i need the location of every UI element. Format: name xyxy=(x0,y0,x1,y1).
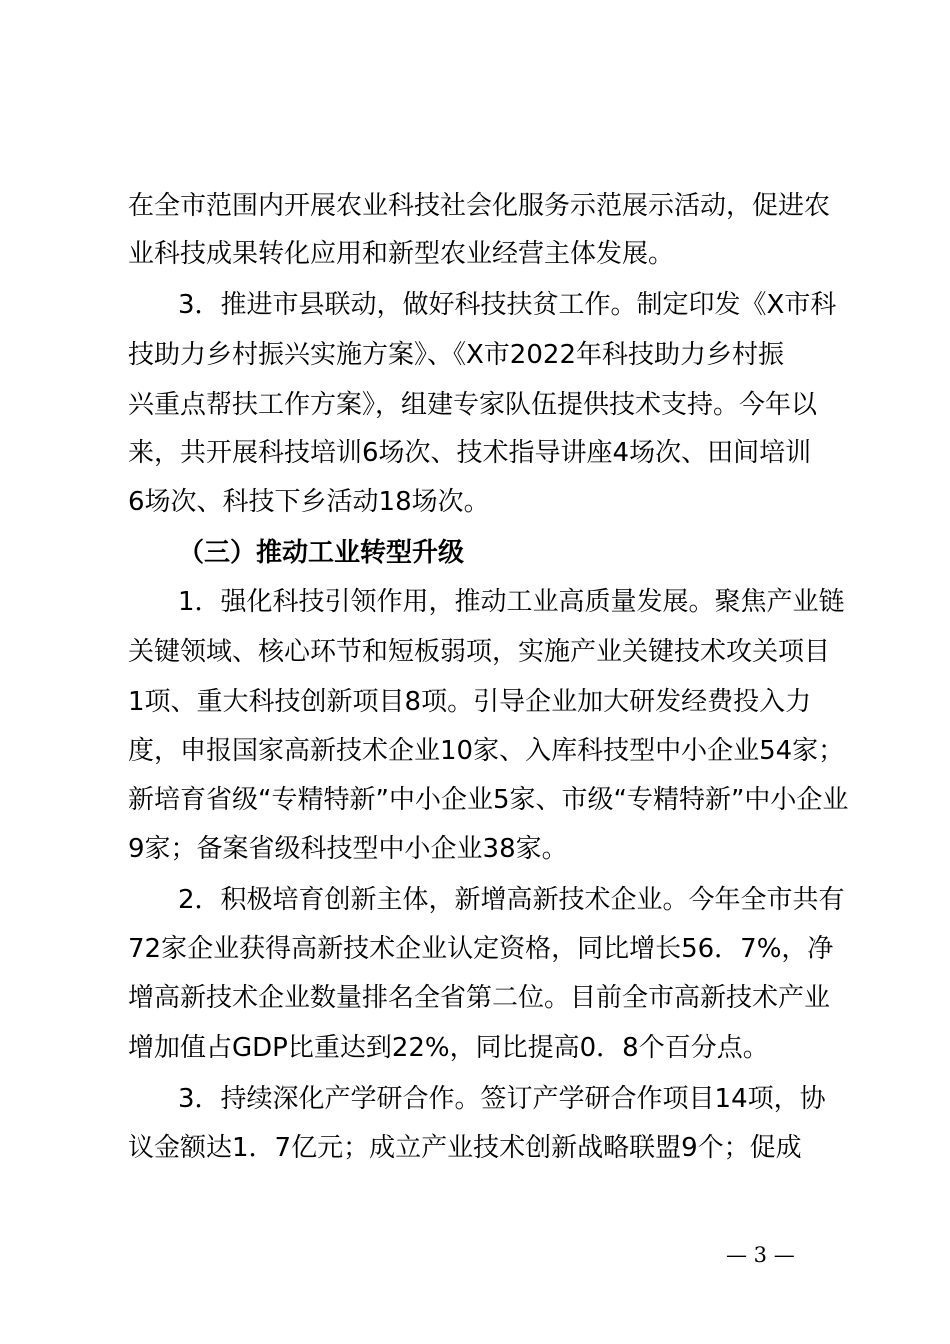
text-line: 新培育省级“专精特新”中小企业5家、市级“专精特新”中小企业 xyxy=(128,785,849,815)
text-line: 6场次、科技下乡活动18场次。 xyxy=(128,487,490,517)
text-line: 关键领域、核心环节和短板弱项，实施产业关键技术攻关项目 xyxy=(128,637,831,667)
paragraph-start: 1．强化科技引领作用，推动工业高质量发展。聚焦产业链 xyxy=(178,587,845,617)
text-line: 在全市范围内开展农业科技社会化服务示范展示活动，促进农 xyxy=(128,191,831,221)
text-line: 增加值占GDP比重达到22%，同比提高0．8个百分点。 xyxy=(128,1033,769,1063)
text-line: 9家；备案省级科技型中小企业38家。 xyxy=(128,834,568,864)
paragraph-start: 2．积极培育创新主体，新增高新技术企业。今年全市共有 xyxy=(178,885,845,915)
paragraph-start: 3．推进市县联动，做好科技扶贫工作。制定印发《X市科 xyxy=(178,290,837,320)
text-line: 业科技成果转化应用和新型农业经营主体发展。 xyxy=(128,239,675,269)
text-line: 议金额达1．7亿元；成立产业技术创新战略联盟9个；促成 xyxy=(128,1133,802,1163)
paragraph-start: 3．持续深化产学研合作。签订产学研合作项目14项，协 xyxy=(178,1084,826,1114)
text-line: 1项、重大科技创新项目8项。引导企业加大研发经费投入力 xyxy=(128,687,812,717)
text-line: 来，共开展科技培训6场次、技术指导讲座4场次、田间培训 xyxy=(128,438,812,468)
page-number: — 3 — xyxy=(726,1243,795,1267)
section-heading: （三）推动工业转型升级 xyxy=(178,538,465,568)
text-line: 兴重点帮扶工作方案》，组建专家队伍提供技术支持。今年以 xyxy=(128,390,818,420)
text-line: 技助力乡村振兴实施方案》、《X市2022年科技助力乡村振 xyxy=(128,340,784,370)
text-line: 增高新技术企业数量排名全省第二位。目前全市高新技术产业 xyxy=(128,983,831,1013)
text-line: 72家企业获得高新技术企业认定资格，同比增长56．7%，净 xyxy=(128,934,834,964)
text-line: 度，申报国家高新技术企业10家、入库科技型中小企业54家； xyxy=(128,736,845,766)
